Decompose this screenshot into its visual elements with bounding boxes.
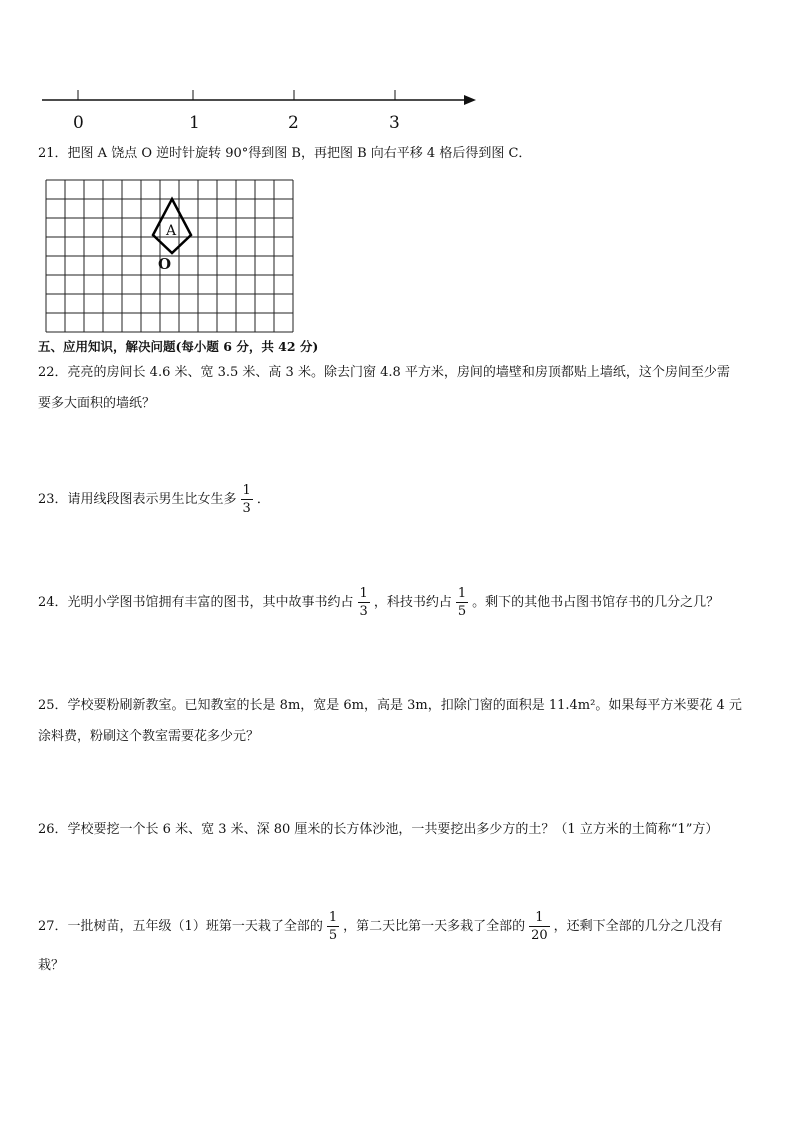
- question-22-line-1: 22．亮亮的房间长 4.6 米、宽 3.5 米、高 3 米。除去门窗 4.8 平方米，房间的墙壁和房顶都贴上墙纸，这个房间至少需: [38, 365, 730, 380]
- question-25-line-1: 25．学校要粉刷新教室。已知教室的长是 8m，宽是 6m，高是 3m，扣除门窗的面积是 11.4m²。如果每平方米要花 4 元: [38, 698, 742, 713]
- question-27-part-1: 27．一批树苗，五年级（1）班第一天栽了全部的: [38, 918, 323, 934]
- number-line-label-0: 0: [73, 113, 84, 133]
- fraction-first-day: [327, 911, 339, 942]
- number-line-arrow: [464, 95, 476, 105]
- number-line-label-2: 2: [288, 113, 299, 133]
- fraction-numerator: 1: [242, 483, 251, 498]
- grid-figure: [40, 175, 310, 335]
- fraction-denominator: 20: [531, 928, 548, 943]
- fraction-denominator: 3: [242, 501, 251, 516]
- question-26: 26．学校要挖一个长 6 米、宽 3 米、深 80 厘米的长方体沙池，一共要挖出多少方的土？（1 立方米的土简称“1”方）: [38, 822, 719, 837]
- section-5-title: 五、应用知识，解决问题(每小题 6 分，共 42 分): [38, 339, 319, 354]
- question-24-part-2: ，科技书约占: [373, 594, 452, 610]
- number-line-label-1: 1: [189, 113, 200, 133]
- question-21-text: 21．把图 A 饶点 O 逆时针旋转 90°得到图 B，再把图 B 向右平移 4 格后得到图 C．: [38, 146, 532, 161]
- question-24-part-3: 。剩下的其他书占图书馆存书的几分之几？: [472, 594, 720, 610]
- question-23-text: 23．请用线段图表示男生比女生多: [38, 491, 237, 507]
- fraction-denominator: 3: [359, 604, 368, 619]
- question-25-line-2: 涂料费，粉刷这个教室需要花多少元？: [38, 729, 260, 744]
- question-22-line-2: 要多大面积的墙纸？: [38, 396, 156, 411]
- fraction-numerator: 1: [359, 586, 368, 601]
- number-line-label-3: 3: [389, 113, 400, 133]
- fraction-numerator: 1: [457, 586, 467, 601]
- fraction-numerator: 1: [535, 910, 544, 925]
- shape-a-label: A: [166, 223, 177, 239]
- question-27-part-2: ，第二天比第一天多栽了全部的: [343, 918, 526, 934]
- fraction-denominator: 5: [457, 604, 467, 619]
- fraction-second-day-extra: [529, 911, 550, 942]
- question-23-end: ．: [256, 491, 270, 507]
- fraction-story-books: [358, 587, 370, 618]
- fraction-denominator: 5: [328, 928, 338, 943]
- question-23: [38, 484, 270, 515]
- question-24-part-1: 24．光明小学图书馆拥有丰富的图书，其中故事书约占: [38, 594, 354, 610]
- fraction-one-third: [241, 484, 253, 515]
- question-27-line-2: 栽？: [38, 958, 65, 973]
- fraction-numerator: 1: [328, 910, 338, 925]
- question-27: [38, 911, 723, 942]
- question-27-part-3: ，还剩下全部的几分之几没有: [553, 918, 723, 934]
- point-o-label: O: [158, 255, 172, 273]
- fraction-science-books: [456, 587, 468, 618]
- question-24: [38, 587, 719, 618]
